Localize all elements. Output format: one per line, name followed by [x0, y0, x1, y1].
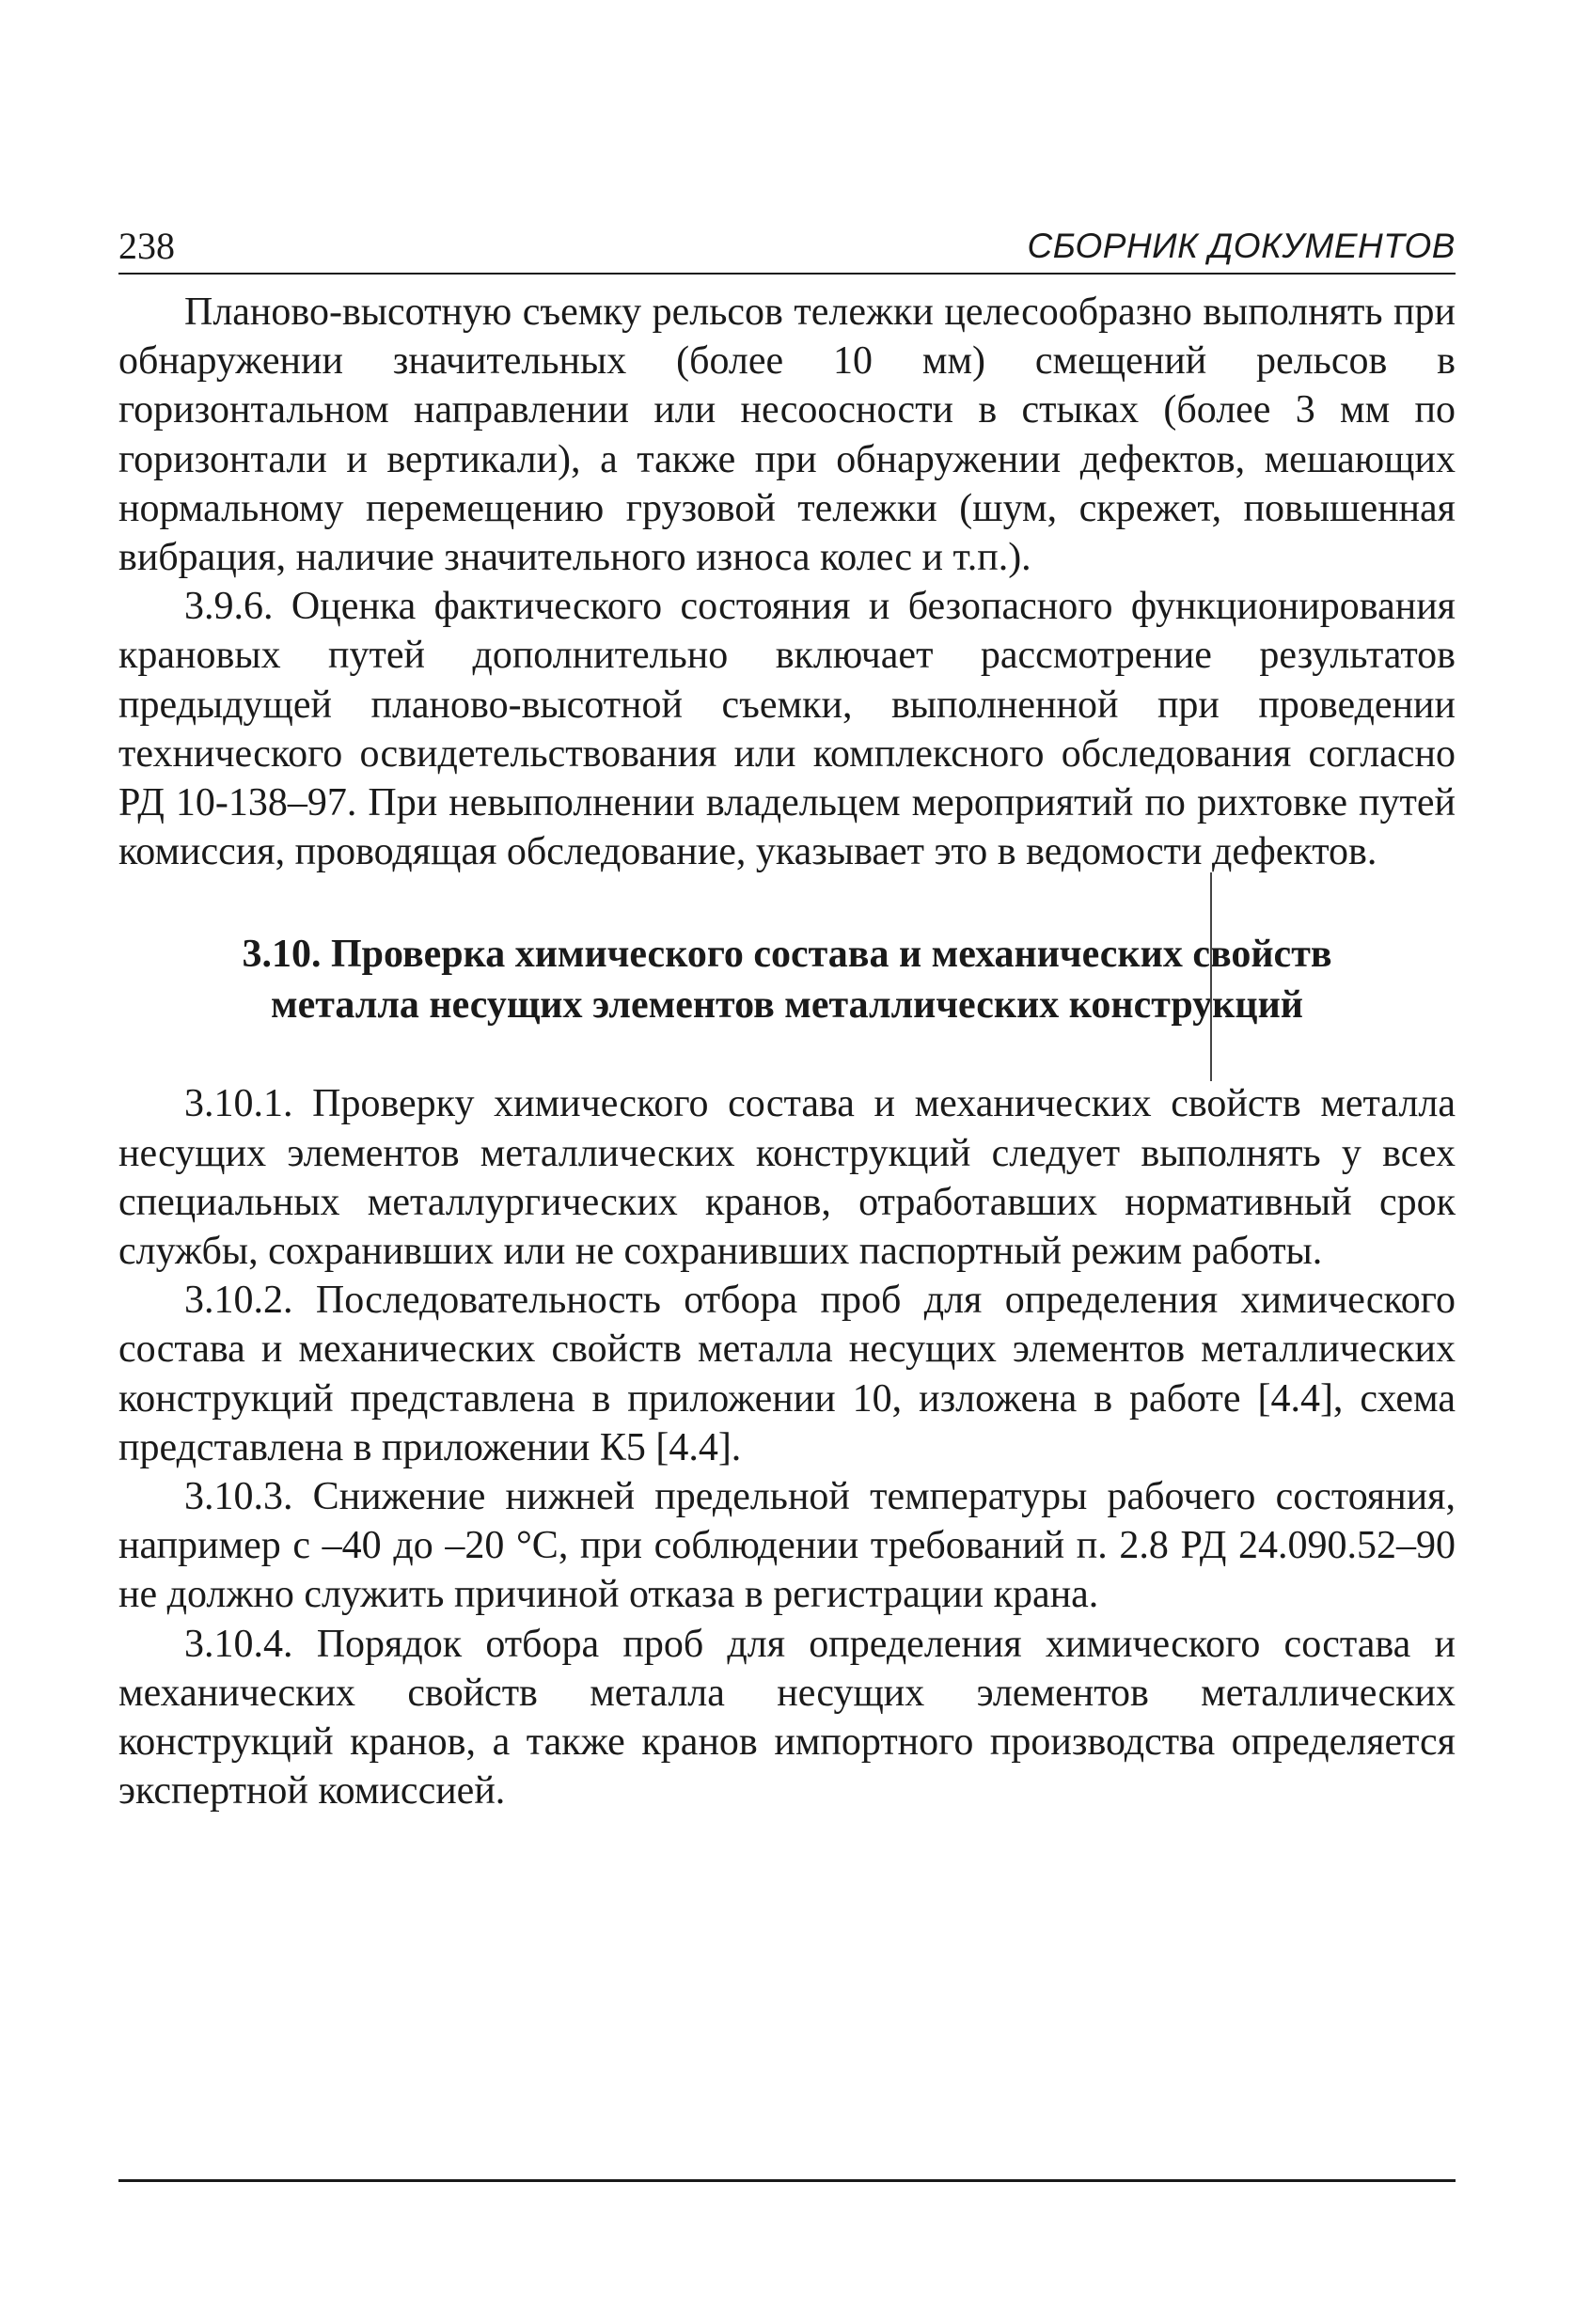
- page-number: 238: [118, 225, 175, 267]
- paragraph-survey: Планово-высотную съемку рельсов тележки целесообразно выполнять при обнаружении значительных (более 10 мм) смещений рельсов в горизонтальном направлении или несоосности в стыках (более 3 мм по горизонтали и вертикали), а также при обнаружении дефектов, мешающих нормальному перемещению грузовой тележки (шум, скрежет, повышенная вибрация, наличие значительного износа колес и т.п.).: [118, 290, 1456, 580]
- header-rule: [118, 273, 1456, 275]
- footer-rule: [118, 2179, 1456, 2182]
- collection-title: СБОРНИК ДОКУМЕНТОВ: [1027, 227, 1456, 265]
- paragraph-3-10-2: 3.10.2. Последовательность отбора проб для определения химического состава и механических свойств металла несущих элементов металлических конструкций представлена в приложении 10, изложена в работе [4.4], схема представлена в приложении К5 [4.4].: [118, 1279, 1456, 1469]
- running-head: [118, 222, 1456, 275]
- body-text: [118, 288, 1456, 1815]
- section-heading-line-2: металла несущих элементов металлических конструкций: [271, 983, 1303, 1028]
- section-heading-3-10: [118, 929, 1456, 1030]
- paragraph-3-10-1: 3.10.1. Проверку химического состава и механических свойств металла несущих элементов металлических конструкций следует выполнять у всех специальных металлургических кранов, отработавших нормативный срок службы, сохранивших или не сохранивших паспортный режим работы.: [118, 1082, 1456, 1274]
- paragraph-3-9-6: 3.9.6. Оценка фактического состояния и безопасного функционирования крановых путей дополнительно включает рассмотрение результатов предыдущей планово-высотной съемки, выполненной при проведении технического освидетельствования или комплексного обследования согласно РД 10-138–97. При невыполнении владельцем мероприятий по рихтовке путей комиссия, проводящая обследование, указывает это в ведомости дефектов.: [118, 585, 1456, 874]
- paragraph-3-10-3: 3.10.3. Снижение нижней предельной температуры рабочего состояния, например с –40 до –20 °С, при соблюдении требований п. 2.8 РД 24.090.52–90 не должно служить причиной отказа в регистрации крана.: [118, 1475, 1456, 1617]
- paragraph-3-10-4: 3.10.4. Порядок отбора проб для определения химического состава и механических свойств металла несущих элементов металлических конструкций кранов, а также кранов импортного производства определяется экспертной комиссией.: [118, 1622, 1456, 1814]
- section-heading-line-1: 3.10. Проверка химического состава и механических свойств: [242, 933, 1332, 977]
- scan-artifact-line: [1210, 872, 1212, 1081]
